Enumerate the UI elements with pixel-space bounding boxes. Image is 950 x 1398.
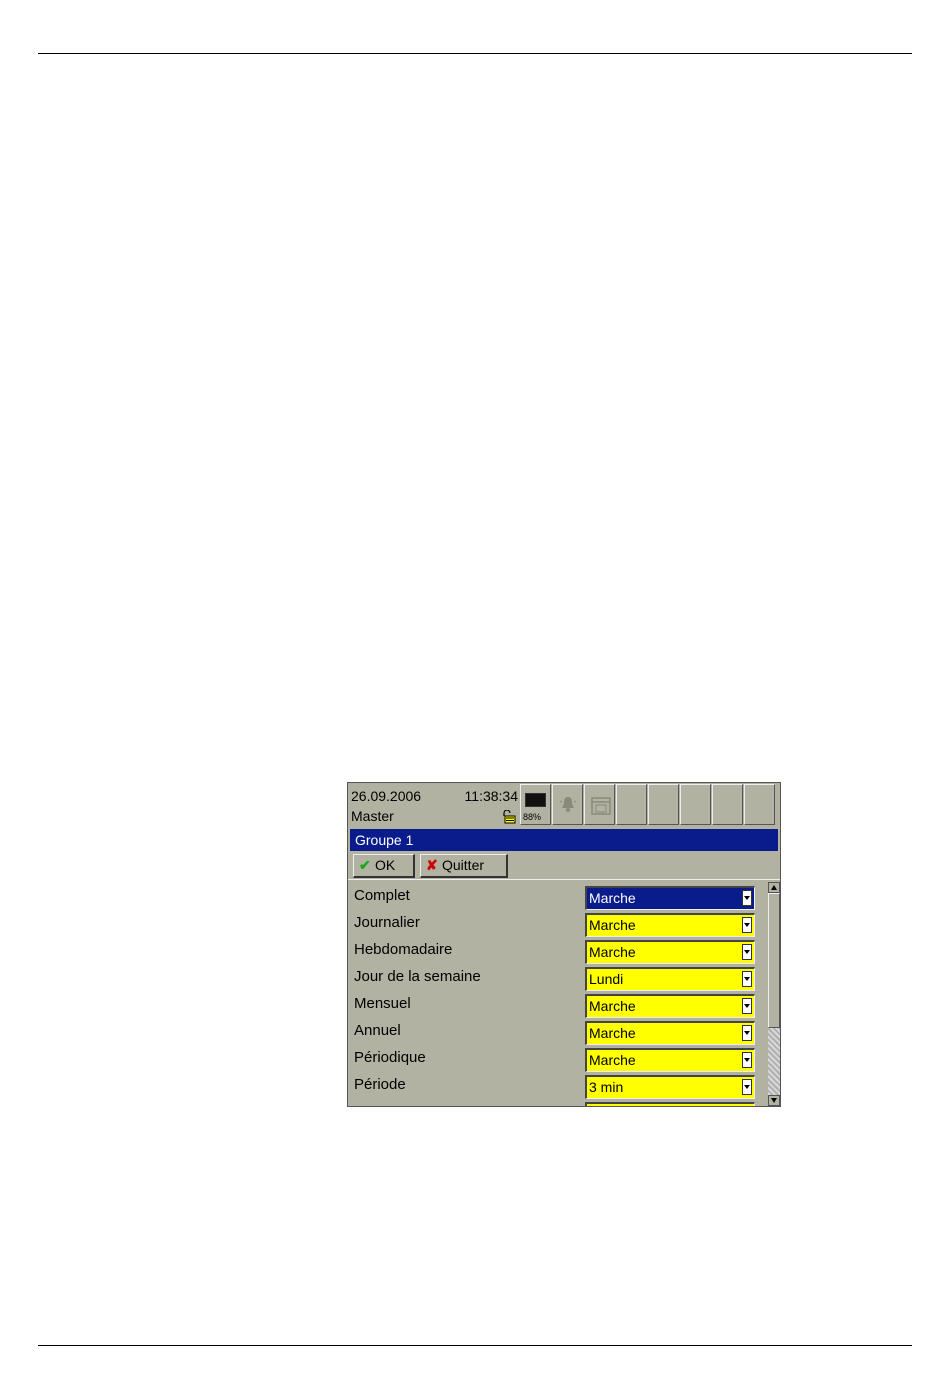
scroll-up-button[interactable]: [768, 882, 780, 893]
chevron-down-icon[interactable]: [742, 1106, 752, 1107]
lock-icon: [500, 810, 516, 824]
status-user: Master: [351, 808, 394, 824]
setting-dropdown[interactable]: [585, 1102, 755, 1107]
dropdown-value: Marche: [589, 917, 636, 933]
setting-row-periodique: [348, 1046, 768, 1073]
setting-dropdown[interactable]: [585, 1048, 755, 1072]
calendar-button[interactable]: [584, 784, 615, 825]
setting-label: Annuel: [354, 1022, 401, 1039]
setting-dropdown[interactable]: [585, 994, 755, 1018]
status-slot-3[interactable]: [680, 784, 711, 825]
setting-row-jour-semaine: [348, 965, 768, 992]
setting-label: Mensuel: [354, 995, 411, 1012]
scroll-thumb[interactable]: [768, 893, 780, 1028]
setting-label: Périodique: [354, 1049, 426, 1066]
chevron-down-icon[interactable]: [742, 1079, 752, 1095]
chevron-down-icon[interactable]: [742, 998, 752, 1014]
setting-dropdown[interactable]: [585, 1075, 755, 1099]
setting-label: Jour de la semaine: [354, 968, 481, 985]
quit-label: Quitter: [442, 857, 485, 873]
setting-row-hebdomadaire: [348, 938, 768, 965]
recorder-screen: [347, 782, 781, 1107]
chevron-down-icon[interactable]: [742, 1025, 752, 1041]
setting-row-complet: [348, 884, 768, 911]
quit-button[interactable]: [420, 854, 508, 878]
setting-dropdown[interactable]: [585, 967, 755, 991]
alarm-button[interactable]: [552, 784, 583, 825]
setting-dropdown[interactable]: [585, 886, 755, 910]
status-time: 11:38:34: [464, 788, 518, 804]
setting-row-partial: [348, 1100, 768, 1107]
status-date: 26.09.2006: [351, 788, 422, 804]
ok-button[interactable]: [353, 854, 415, 878]
dropdown-value: Marche: [589, 1025, 636, 1041]
dropdown-value: Lundi: [589, 971, 624, 987]
dropdown-value: 3 min: [589, 1079, 624, 1095]
setting-row-periode: [348, 1073, 768, 1100]
memory-button[interactable]: [520, 784, 551, 825]
dialog-title: Groupe 1: [350, 829, 778, 851]
setting-dropdown[interactable]: [585, 913, 755, 937]
setting-label: Période: [354, 1076, 406, 1093]
setting-row-annuel: [348, 1019, 768, 1046]
scroll-down-button[interactable]: [768, 1095, 780, 1106]
bell-icon: [560, 795, 576, 813]
datetime-panel: [351, 786, 518, 826]
dropdown-value: Marche: [589, 890, 636, 906]
chevron-down-icon[interactable]: [742, 971, 752, 987]
chevron-down-icon[interactable]: [742, 917, 752, 933]
setting-dropdown[interactable]: [585, 1021, 755, 1045]
arrow-up-icon: [771, 885, 777, 890]
toolbar-divider: [348, 879, 780, 880]
arrow-down-icon: [771, 1098, 777, 1103]
setting-label: Hebdomadaire: [354, 941, 453, 958]
close-icon: ✘: [426, 857, 438, 873]
dropdown-value: Marche: [589, 998, 636, 1014]
status-bar: [348, 783, 780, 827]
status-slot-2[interactable]: [648, 784, 679, 825]
calendar-icon: [591, 797, 611, 815]
dropdown-value: Marche: [589, 944, 636, 960]
dropdown-value: Marche: [589, 1052, 636, 1068]
memory-percent: 88%: [523, 812, 542, 822]
ok-label: OK: [375, 857, 396, 873]
status-slot-5[interactable]: [744, 784, 775, 825]
status-slot-4[interactable]: [712, 784, 743, 825]
chevron-down-icon[interactable]: [742, 890, 752, 906]
memory-icon: [525, 793, 546, 807]
page-bottom-rule: [38, 1345, 912, 1346]
chevron-down-icon[interactable]: [742, 944, 752, 960]
setting-label: Journalier: [354, 914, 420, 931]
setting-row-journalier: [348, 911, 768, 938]
vertical-scrollbar[interactable]: [768, 882, 780, 1106]
setting-row-mensuel: [348, 992, 768, 1019]
setting-dropdown[interactable]: [585, 940, 755, 964]
setting-label: Complet: [354, 887, 410, 904]
status-slot-1[interactable]: [616, 784, 647, 825]
check-icon: ✔: [359, 857, 371, 873]
page-top-rule: [38, 53, 912, 54]
chevron-down-icon[interactable]: [742, 1052, 752, 1068]
